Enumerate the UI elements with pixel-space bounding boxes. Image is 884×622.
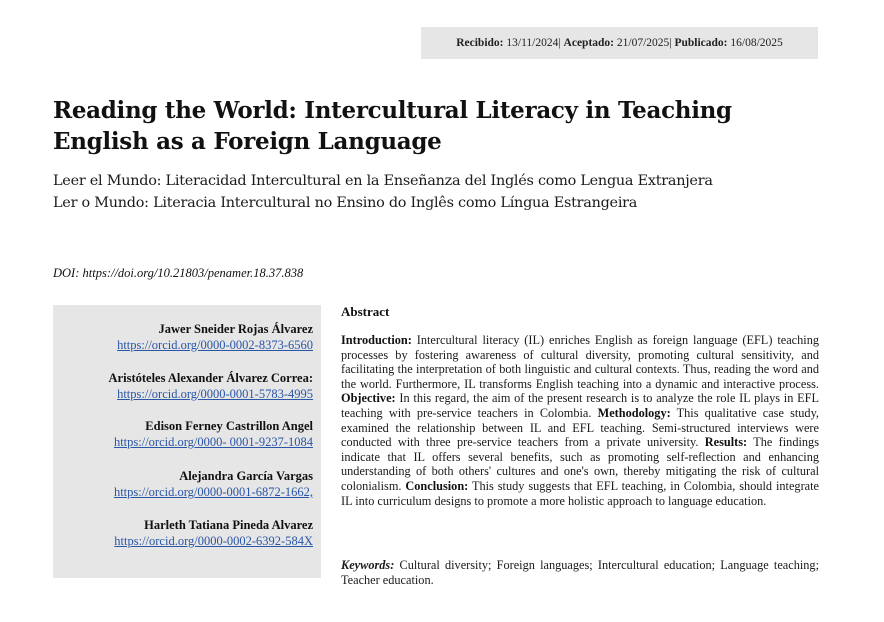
author-name: Edison Ferney Castrillon Angel xyxy=(145,419,313,433)
title-line-1: Reading the World: Intercultural Literacy in Teaching xyxy=(53,97,732,124)
article-title xyxy=(53,95,773,157)
author-entry xyxy=(109,370,313,402)
methodology-text: This qualitative case study, examined the relationship between IL and EFL teaching. Semi-structured interviews were conducted with three pre-service teachers from a private university. xyxy=(341,405,820,450)
accepted-date: 21/07/2025 xyxy=(616,37,670,49)
introduction-label: Introduction: xyxy=(341,333,412,347)
methodology-label: Methodology: xyxy=(597,405,671,420)
orcid-link[interactable]: https://orcid.org/0000-0001-6872-1662, xyxy=(113,485,313,499)
separator: | xyxy=(558,37,561,49)
conclusion-text: This study suggests that EFL teaching, in Colombia, should integrate IL into curriculum designs to promote a more holistic approach to language education. xyxy=(341,478,820,508)
results-label: Results: xyxy=(704,435,748,450)
authors-panel xyxy=(53,305,321,578)
author-name: Alejandra García Vargas xyxy=(179,469,313,483)
objective-text: In this regard, the aim of the present research is to analyze the role IL plays in EFL teaching with pre-service teachers in Colombia. xyxy=(341,391,819,420)
published-date: 16/08/2025 xyxy=(730,37,783,49)
keywords-text: Cultural diversity; Foreign languages; Intercultural education; Language teaching; Teacher education. xyxy=(341,558,819,587)
author-entry xyxy=(117,321,313,353)
author-name: Jawer Sneider Rojas Álvarez xyxy=(158,322,313,336)
author-entry xyxy=(114,418,313,450)
orcid-link[interactable]: https://orcid.org/0000-0002-6392-584X xyxy=(114,534,313,548)
received-date: 13/11/2024 xyxy=(506,37,559,49)
keywords-paragraph xyxy=(341,558,819,588)
objective-label: Objective: xyxy=(341,391,396,406)
author-entry xyxy=(114,468,313,500)
orcid-link[interactable]: https://orcid.org/0000-0001-5783-4995 xyxy=(117,387,313,401)
doi-link[interactable]: DOI: https://doi.org/10.21803/penamer.18.37.838 xyxy=(53,266,304,280)
author-name: Aristóteles Alexander Álvarez Correa: xyxy=(108,371,313,385)
dates-line xyxy=(456,37,783,49)
introduction-text: Intercultural literacy (IL) enriches English as foreign language (EFL) teaching processes by fostering awareness of cultural diversity, promoting cultural sensitivity, and facilitating the interpretation of both linguistic and cultural contexts. Thus, reading the word and the world. Furthermore, IL transforms English teaching into a dynamic and interactive process. xyxy=(341,333,819,391)
keywords-label: Keywords: xyxy=(341,558,395,572)
received-label: Recibido: xyxy=(456,37,504,49)
subtitle-portuguese: Ler o Mundo: Literacia Intercultural no Ensino do Inglês como Língua Estrangeira xyxy=(53,195,638,211)
published-label: Publicado: xyxy=(674,37,728,49)
subtitle-spanish: Leer el Mundo: Literacidad Intercultural en la Enseñanza del Inglés como Lengua Extranjera xyxy=(53,173,713,189)
orcid-link[interactable]: https://orcid.org/0000- 0001-9237-1084 xyxy=(113,435,313,449)
abstract-text xyxy=(341,333,819,508)
abstract-heading: Abstract xyxy=(341,304,390,319)
conclusion-label: Conclusion: xyxy=(405,478,469,493)
orcid-link[interactable]: https://orcid.org/0000-0002-8373-6560 xyxy=(117,338,313,352)
author-entry xyxy=(114,517,313,549)
publication-dates-box xyxy=(421,27,818,59)
separator: | xyxy=(669,37,672,49)
accepted-label: Aceptado: xyxy=(563,37,614,49)
title-line-2: English as a Foreign Language xyxy=(53,128,442,155)
results-text: The findings indicate that IL offers several benefits, such as promoting self-reflection and enhancing understanding of both others' cultures and one's own, thereby mitigating the risk of cultural colonialism. xyxy=(341,435,819,493)
author-name: Harleth Tatiana Pineda Alvarez xyxy=(144,518,313,532)
